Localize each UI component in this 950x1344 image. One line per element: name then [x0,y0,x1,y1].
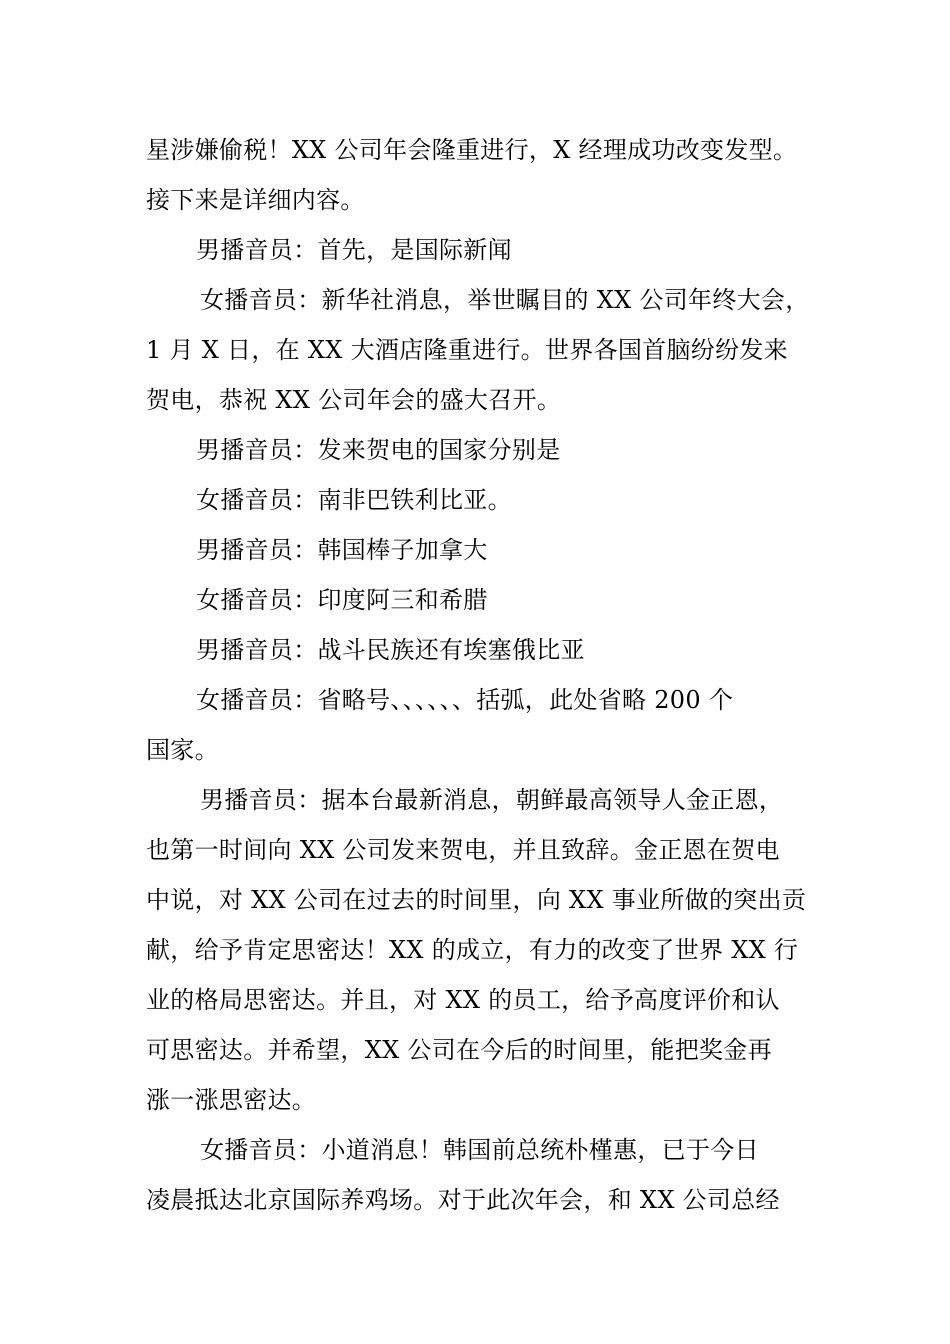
text-line: 中说，对 XX 公司在过去的时间里，向 XX 事业所做的突出贡 [146,886,807,914]
text-line: 也第一时间向 XX 公司发来贺电，并且致辞。金正恩在贺电 [146,836,780,864]
text-line: 可思密达。并希望，XX 公司在今后的时间里，能把奖金再 [146,1036,772,1064]
text-line: 男播音员：战斗民族还有埃塞俄比亚 [196,636,585,664]
text-line: 业的格局思密达。并且，对 XX 的员工，给予高度评价和认 [146,986,780,1014]
text-line: 接下来是详细内容。 [146,186,365,214]
text-line: 男播音员：韩国棒子加拿大 [196,536,488,564]
text-line: 男播音员：首先，是国际新闻 [196,236,512,264]
text-line: 女播音员：省略号、、、、、、括弧，此处省略 200 个 [196,686,734,714]
text-line: 女播音员：印度阿三和希腊 [196,586,488,614]
text-line: 星涉嫌偷税！XX 公司年会隆重进行，X 经理成功改变发型。 [146,136,798,164]
text-line: 献，给予肯定思密达！XX 的成立，有力的改变了世界 XX 行 [146,936,799,964]
text-line: 男播音员：据本台最新消息，朝鲜最高领导人金正恩， [200,786,784,814]
text-line: 女播音员：新华社消息，举世瞩目的 XX 公司年终大会， [200,286,810,314]
text-line: 涨一涨思密达。 [146,1086,317,1114]
text-line: 女播音员：南非巴铁利比亚。 [196,486,512,514]
text-line: 贺电，恭祝 XX 公司年会的盛大召开。 [146,386,562,414]
text-line: 国家。 [146,736,219,764]
text-line: 男播音员：发来贺电的国家分别是 [196,436,561,464]
text-line: 1 月 X 日，在 XX 大酒店隆重进行。世界各国首脑纷纷发来 [146,336,788,364]
text-line: 凌晨抵达北京国际养鸡场。对于此次年会，和 XX 公司总经 [146,1186,780,1214]
text-line: 女播音员：小道消息！韩国前总统朴槿惠，已于今日 [200,1136,759,1164]
